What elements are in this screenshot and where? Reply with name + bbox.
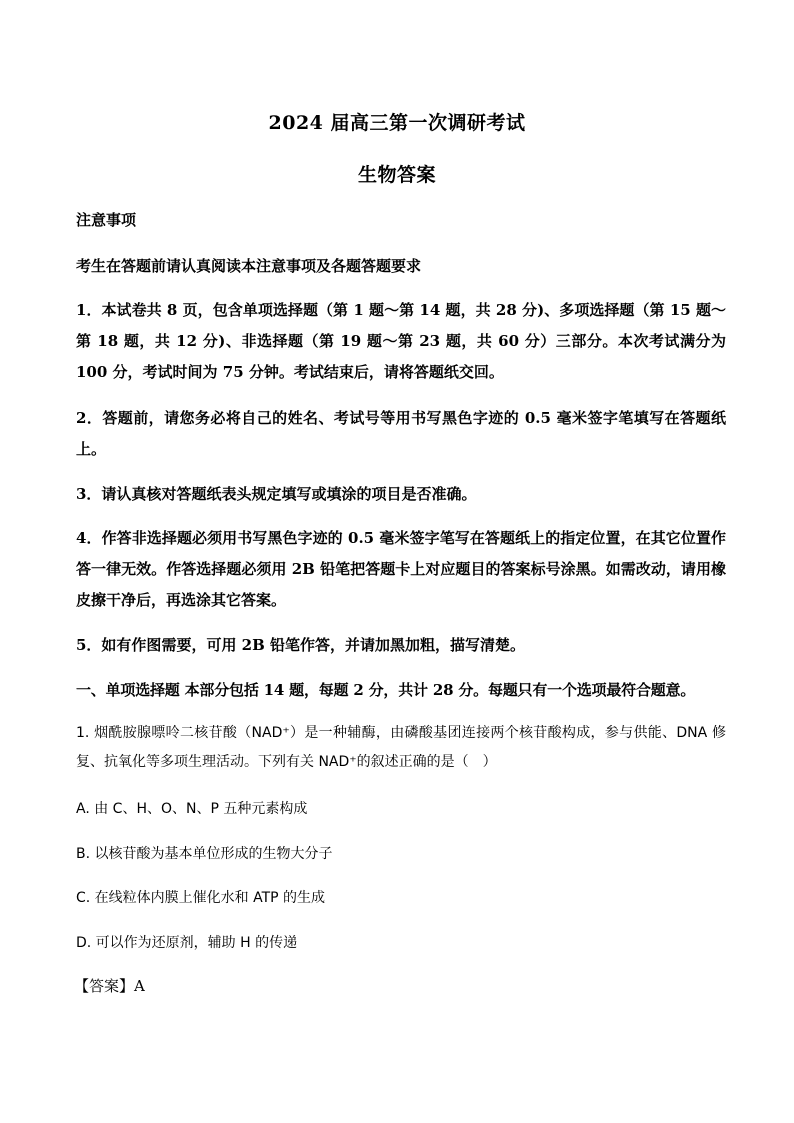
exam-subtitle: 生物答案 [357, 164, 436, 186]
exam-title: 2024 届高三第一次调研考试 [268, 112, 526, 134]
question-1-option-d: D. 可以作为还原剂，辅助 H 的传递 [76, 935, 298, 951]
question-1-option-b: B. 以核苷酸为基本单位形成的生物大分子 [76, 846, 333, 862]
notice-item-2: 2．答题前，请您务必将自己的姓名、考试号等用书写黑色字迹的 0.5 毫米签字笔填写在答题纸上。 [76, 409, 726, 458]
notice-heading: 注意事项 [76, 211, 137, 229]
notice-item-5: 5．如有作图需要，可用 2B 铅笔作答，并请加黑加粗，描写清楚。 [76, 636, 525, 654]
notice-item-4: 4．作答非选择题必须用书写黑色字迹的 0.5 毫米签字笔写在答题纸上的指定位置，在其它位置作答一律无效。作答选择题必须用 2B 铅笔把答题卡上对应题目的答案标号涂黑。如需改动，请用橡皮擦干净后，再选涂其它答案。 [76, 529, 726, 609]
question-1-option-c: C. 在线粒体内膜上催化水和 ATP 的生成 [76, 890, 326, 906]
question-1-stem: 1. 烟酰胺腺嘌呤二核苷酸（NAD⁺）是一种辅酶，由磷酸基团连接两个核苷酸构成，参与供能、DNA 修复、抗氧化等多项生理活动。下列有关 NAD⁺的叙述正确的是（ ） [76, 725, 726, 770]
notice-item-3: 3．请认真核对答题纸表头规定填写或填涂的项目是否准确。 [76, 485, 477, 503]
notice-intro: 考生在答题前请认真阅读本注意事项及各题答题要求 [76, 257, 422, 275]
question-1-answer: 【答案】A [74, 977, 145, 995]
question-1-option-a: A. 由 C、H、O、N、P 五种元素构成 [76, 801, 308, 817]
notice-item-1: 1．本试卷共 8 页，包含单项选择题（第 1 题～第 14 题，共 28 分)、多项选择题（第 15 题～第 18 题，共 12 分)、非选择题（第 19 题～第 23 题，共 60 分）三部分。本次考试满分为 100 分，考试时间为 75 分钟。考试结束后，请将答题纸交回。 [76, 301, 726, 381]
section-heading: 一、单项选择题 本部分包括 14 题，每题 2 分，共计 28 分。每题只有一个选项最符合题意。 [76, 681, 696, 699]
